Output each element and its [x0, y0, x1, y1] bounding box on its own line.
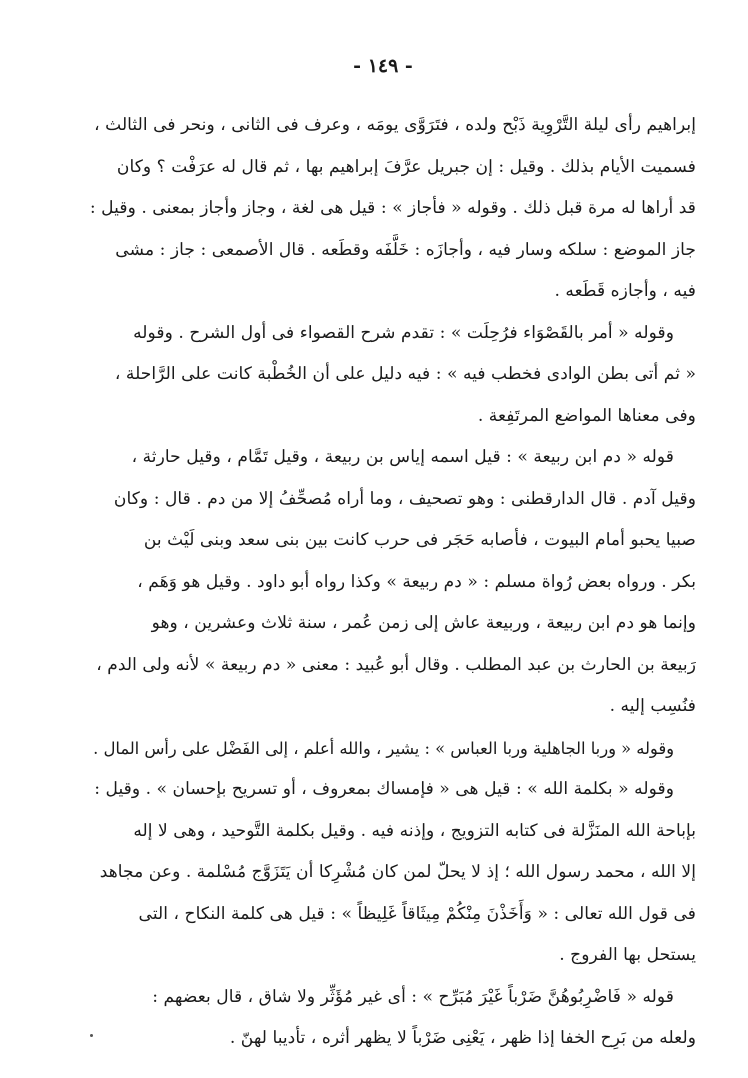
text-line: إلا الله ، محمد رسول الله ؛ إذ لا يحلّ لمن كان مُشْرِكا أن يَتَزَوَّج مُسْلمة . وعن مجاهد	[99, 862, 696, 882]
text-line: وقوله « وربا الجاهلية وربا العباس » : يشير ، والله أعلم ، إلى الفَضْل على رأس المال .	[93, 738, 674, 758]
text-line: « ثم أتى بطن الوادى فخطب فيه » : فيه دليل على أن الخُطْبة كانت على الرَّاحلة ،	[114, 364, 696, 384]
text-line: جاز الموضع : سلكه وسار فيه ، وأجازَه : خَلَّفَه وقطَعه . قال الأصمعى : جاز : مشى	[115, 239, 696, 260]
text-line: بكر . ورواه بعض رُواة مسلم : « دم ربيعة » وكذا رواه أبو داود . وقيل هو وَهَم ،	[137, 571, 696, 592]
text-line: قوله « فَاضْرِبُوهُنَّ ضَرْباً غَيْرَ مُبَرِّح » : أى غير مُؤَثِّر ولا شاق ، قال بعضهم :	[152, 986, 674, 1007]
text-line: قوله « دم ابن ربيعة » : قيل اسمه إياس بن ربيعة ، وقيل تَمَّام ، وقيل حارثة ،	[131, 447, 674, 467]
text-line: صبيا يحبو أمام البيوت ، فأصابه حَجَر فى حرب كانت بين بنى سعد وبنى لَيْث بن	[143, 530, 696, 550]
paragraph-6	[90, 977, 696, 1060]
text-line: وقوله « بكلمة الله » : قيل هى « فإمساك بمعروف ، أو تسريح بإحسان » . وقيل :	[94, 779, 674, 799]
text-line: فسميت الأيام بذلك . وقيل : إن جبريل عرَّفَ إبراهيم بها ، ثم قال له عرَفْت ؟ وكان	[116, 156, 696, 177]
text-line: يستحل بها الفروج .	[559, 945, 696, 965]
text-line: بإباحة الله المنَزَّلة فى كتابه التزويج ، وإذنه فيه . وقيل بكلمة التَّوحيد ، وهى لا إله	[133, 820, 696, 841]
text-line: فنُسِب إليه .	[609, 696, 696, 716]
text-line: قد أراها له مرة قبل ذلك . وقوله « فأجاز » : قيل هى لغة ، وجاز وأجاز بمعنى . وقيل :	[90, 198, 696, 218]
text-line: إبراهيم رأى ليلة التَّرْوِية ذَبْح ولده ، فتَرَوَّى يومَه ، وعرف فى الثانى ، ونحر فى الثالث ،	[94, 115, 696, 135]
text-line: ولعله من بَرِح الخفا إذا ظهر ، يَعْنِى ضَرْباً لا يظهر أثره ، تأديبا لهنّ .	[229, 1028, 696, 1048]
text-line: وفى معناها المواضع المرتَفِعة .	[477, 405, 696, 426]
paragraph-2	[90, 313, 696, 438]
text-line: وقوله « أمر بالقَصْوَاء فرُحِلَت » : تقدم شرح القصواء فى أول الشرح . وقوله	[133, 322, 674, 343]
scan-speck	[90, 1034, 93, 1037]
text-line: فيه ، وأجازه قَطَعه .	[554, 281, 696, 301]
paragraph-4	[90, 728, 696, 770]
page-number: - ١٤٩ -	[353, 55, 413, 77]
paragraph-1	[90, 105, 696, 313]
text-line: رَبيعة بن الحارث بن عبد المطلب . وقال أبو عُبيد : معنى « دم ربيعة » لأنه ولى الدم ،	[96, 654, 696, 675]
book-page	[90, 55, 696, 1060]
text-line: وقيل آدم . قال الدارقطنى : وهو تصحيف ، وما أراه مُصحِّفُ إلا من دم . قال : وكان	[113, 488, 696, 509]
text-line: فى قول الله تعالى : « وَأَخَذْنَ مِنْكُمْ مِيثَاقاً غَلِيظاً » : قيل هى كلمة النكاح ، التى	[138, 903, 696, 924]
text-line: وإنما هو دم ابن ربيعة ، وربيعة عاش إلى زمن عُمر ، سنة ثلاث وعشرين ، وهو	[151, 613, 696, 633]
paragraph-5	[90, 769, 696, 977]
paragraph-3	[90, 437, 696, 728]
